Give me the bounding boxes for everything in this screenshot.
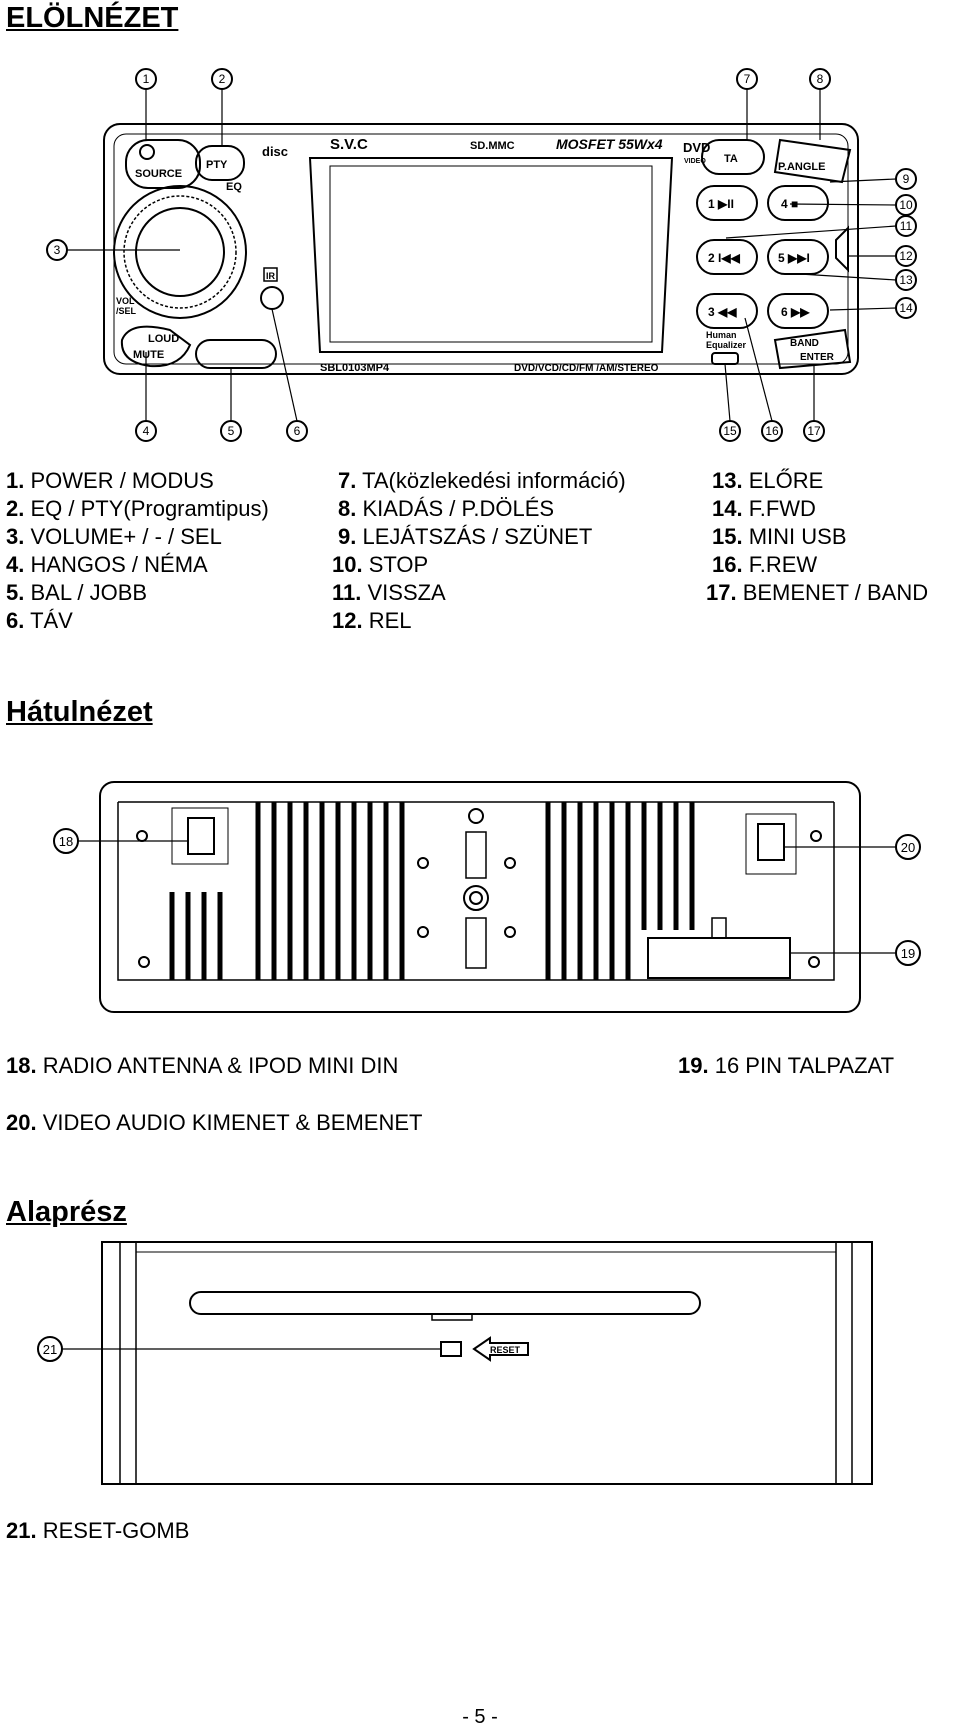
video-logo: VIDEO [684,158,706,165]
legend-item-16: 16. F.REW [712,552,818,577]
vol-label: VOL [116,296,135,306]
callout-21: 21 [42,1342,58,1357]
legend-item-6: 6. TÁV [6,608,73,633]
base-title: Alaprész [6,1196,127,1228]
dvd-logo: DVD [683,140,711,155]
sdmmc-label: SD.MMC [470,140,515,152]
legend-item-15: 15. MINI USB [712,524,847,549]
legend-item-18: 18. RADIO ANTENNA & IPOD MINI DIN [6,1053,399,1078]
callout-9: 9 [902,172,910,186]
legend-item-21: 21. RESET-GOMB [6,1518,190,1543]
callout-1: 1 [142,72,150,86]
legend-item-12: 12. REL [332,608,412,633]
legend-item-19: 19. 16 PIN TALPAZAT [678,1053,895,1078]
sel-label: /SEL [116,306,137,316]
ir-label: IR [266,271,275,281]
release-button-shape [836,228,848,270]
callout-10: 10 [899,198,913,212]
callout-16: 16 [765,424,779,438]
usb-port [712,353,738,364]
legend-item-20: 20. VIDEO AUDIO KIMENET & BEMENET [6,1110,423,1135]
legend-item-14: 14. F.FWD [712,496,816,521]
legend-item-5: 5. BAL / JOBB [6,580,148,605]
loud-label: LOUD [148,333,180,345]
legend-item-4: 4. HANGOS / NÉMA [6,552,208,577]
front-panel-diagram [0,0,960,450]
btn6-label: 6 ▶▶ [781,305,810,319]
pty-label: PTY [206,159,228,171]
btn5-label: 5 ▶▶I [778,251,810,265]
equalizer-label: Equalizer [706,340,747,350]
center-mount [464,886,488,910]
callout-11: 11 [899,219,913,233]
ir-sensor [261,287,283,309]
brand-logo: S.V.C [330,136,368,153]
callout-18: 18 [58,834,74,849]
pangle-label: P.ANGLE [778,161,826,173]
btn3-label: 3 ◀◀ [708,305,737,319]
base-outline [102,1242,872,1484]
callout-4: 4 [142,424,150,438]
enter-label: ENTER [800,352,834,363]
display-screen [310,158,672,352]
legend-item-9: 9. LEJÁTSZÁS / SZÜNET [338,524,593,549]
legend-item-11: 11. VISSZA [332,580,446,605]
legend-item-10: 10. STOP [332,552,429,577]
reset-button[interactable] [441,1342,461,1356]
eq-label: EQ [226,181,242,193]
legend-item-17: 17. BEMENET / BAND [706,580,929,605]
callout-3: 3 [53,243,61,257]
callout-17: 17 [807,424,821,438]
mute-label: MUTE [133,349,165,361]
band-label: BAND [790,338,819,349]
sixteen-pin-socket [648,938,790,978]
legend-item-1: 1. POWER / MODUS [6,468,214,493]
top-screw [469,809,483,823]
mosfet-label: MOSFET 55Wx4 [556,136,663,152]
callout-12: 12 [899,249,913,263]
source-label: SOURCE [135,168,183,180]
callout-2: 2 [218,72,226,86]
legend-item-2: 2. EQ / PTY(Programtipus) [6,496,269,521]
source-button-shape [126,140,200,188]
legend-item-13: 13. ELŐRE [712,468,824,493]
legend-item-8: 8. KIADÁS / P.DÖLÉS [338,496,555,521]
front-view-title: ELÖLNÉZET [6,2,179,34]
btn4-label: 4 ■ [781,197,799,211]
legend-item-7: 7. TA(közlekedési információ) [338,468,626,493]
base-diagram [0,1236,960,1496]
human-label: Human [706,330,737,340]
disc-slot [190,1292,700,1314]
callout-8: 8 [816,72,824,86]
reset-label: RESET [490,1345,521,1355]
rear-view-title: Hátulnézet [6,696,153,728]
callout-5: 5 [227,424,235,438]
callout-19: 19 [900,946,916,961]
legend-item-3: 3. VOLUME+ / - / SEL [6,524,222,549]
ta-label: TA [724,153,738,165]
disc-logo: disc [262,144,289,159]
callout-13: 13 [899,273,913,287]
page-number: - 5 - [462,1706,498,1728]
btn1-label: 1 ▶II [708,197,734,211]
rear-panel-diagram [0,770,960,1030]
formats-label: DVD/VCD/CD/FM /AM/STEREO [514,363,659,374]
model-label: SBL0103MP4 [320,362,390,374]
btn2-label: 2 I◀◀ [708,251,740,265]
callout-7: 7 [743,72,751,86]
av-connector [758,824,784,860]
callout-14: 14 [899,301,913,315]
callout-6: 6 [293,424,301,438]
callout-20: 20 [900,840,916,855]
antenna-connector [188,818,214,854]
callout-15: 15 [723,424,737,438]
